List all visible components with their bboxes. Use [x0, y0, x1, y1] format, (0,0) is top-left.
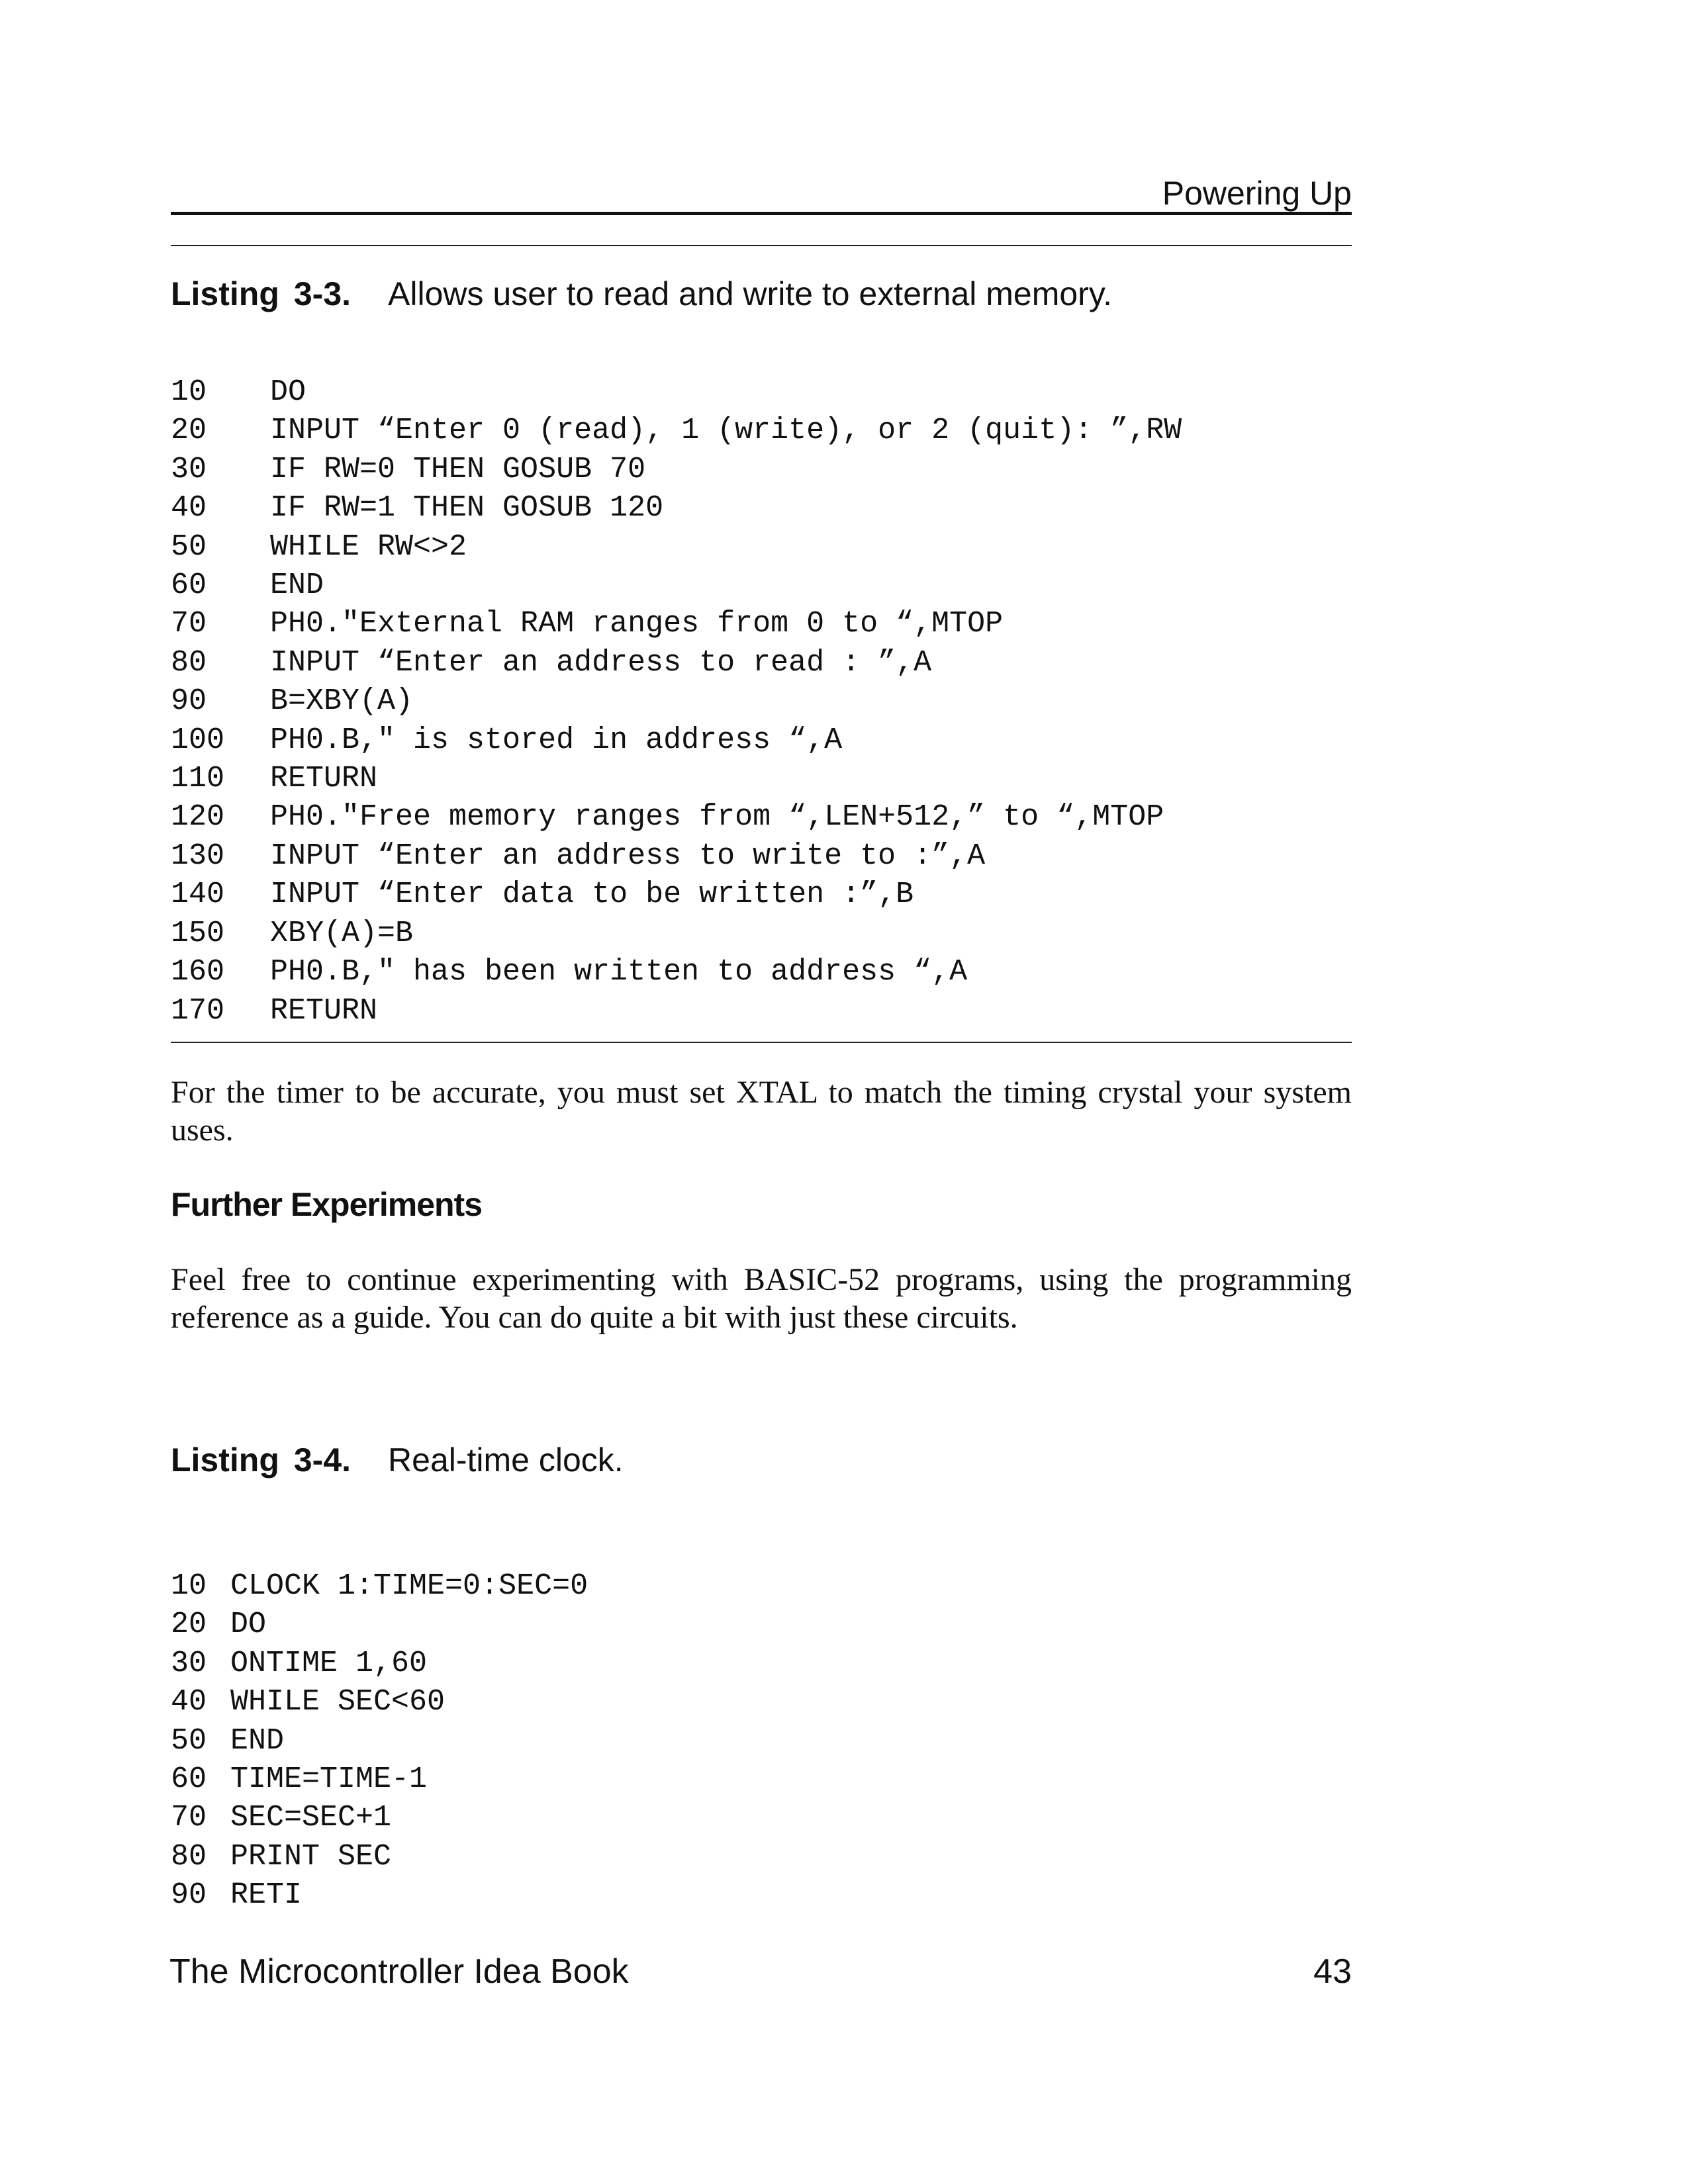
- line-number: 10: [171, 1569, 207, 1603]
- header-rule: [171, 212, 1352, 215]
- listing-number: 3-4.: [293, 1441, 352, 1479]
- code-line: [171, 992, 1182, 1030]
- body-paragraph-experiments: Feel free to continue experimenting with BASIC-52 programs, using the programming reference as a guide. You can do quite a bit with just these circuits.: [171, 1262, 1352, 1335]
- code-line: [171, 953, 1182, 991]
- code-line: [171, 1760, 588, 1799]
- line-number: 80: [171, 645, 207, 680]
- code-statement: CLOCK 1:TIME=0:SEC=0: [230, 1569, 588, 1603]
- line-number: 20: [171, 1608, 207, 1642]
- code-line: [171, 721, 1182, 760]
- code-statement: INPUT “Enter an address to read : ”,A: [270, 645, 932, 680]
- code-statement: IF RW=0 THEN GOSUB 70: [270, 452, 646, 486]
- code-statement: XBY(A)=B: [270, 916, 414, 950]
- code-line: [171, 798, 1182, 837]
- line-number: 10: [171, 375, 207, 409]
- footer-book-title: The Microcontroller Idea Book: [169, 1952, 629, 1991]
- listing-label: Listing: [171, 275, 279, 312]
- line-number: 130: [171, 839, 225, 873]
- code-statement: PH0."Free memory ranges from “,LEN+512,” to “,MTOP: [270, 800, 1164, 835]
- code-statement: INPUT “Enter an address to write to :”,A: [270, 839, 986, 873]
- listing-bottom-rule: [171, 1042, 1352, 1043]
- line-number: 30: [171, 452, 207, 486]
- line-number: 40: [171, 491, 207, 525]
- line-number: 60: [171, 1762, 207, 1797]
- code-statement: PH0.B," is stored in address “,A: [270, 723, 843, 757]
- listing-caption-text: Allows user to read and write to external memory.: [388, 275, 1113, 312]
- code-statement: WHILE SEC<60: [230, 1685, 445, 1719]
- code-statement: B=XBY(A): [270, 684, 414, 719]
- line-number: 100: [171, 723, 225, 757]
- code-statement: WHILE RW<>2: [270, 529, 467, 564]
- line-number: 50: [171, 529, 207, 564]
- listing-label: Listing: [171, 1441, 279, 1479]
- code-statement: TIME=TIME-1: [230, 1762, 428, 1797]
- listing-top-rule: [171, 245, 1352, 246]
- code-line: [171, 1606, 588, 1644]
- code-statement: IF RW=1 THEN GOSUB 120: [270, 491, 664, 525]
- line-number: 90: [171, 1878, 207, 1913]
- line-number: 80: [171, 1839, 207, 1874]
- code-line: [171, 837, 1182, 876]
- line-number: 70: [171, 1801, 207, 1835]
- listing-caption-text: Real-time clock.: [388, 1441, 624, 1479]
- code-line: [171, 1567, 588, 1606]
- code-line: [171, 1722, 588, 1760]
- code-statement: DO: [270, 375, 306, 409]
- line-number: 90: [171, 684, 207, 719]
- code-line: [171, 1683, 588, 1721]
- code-line: [171, 1838, 588, 1876]
- code-line: [171, 528, 1182, 567]
- line-number: 30: [171, 1646, 207, 1680]
- line-number: 40: [171, 1685, 207, 1719]
- listing-3-3-caption: [171, 274, 1112, 314]
- code-line: [171, 644, 1182, 682]
- listing-number: 3-3.: [293, 275, 352, 312]
- code-statement: PH0.B," has been written to address “,A: [270, 955, 968, 989]
- code-statement: RETURN: [270, 762, 378, 796]
- line-number: 170: [171, 993, 225, 1028]
- line-number: 160: [171, 955, 225, 989]
- line-number: 20: [171, 414, 207, 448]
- section-heading: Further Experiments: [171, 1186, 483, 1223]
- code-statement: ONTIME 1,60: [230, 1646, 428, 1680]
- code-statement: INPUT “Enter data to be written :”,B: [270, 878, 914, 912]
- code-line: [171, 1645, 588, 1683]
- code-line: [171, 567, 1182, 605]
- code-line: [171, 760, 1182, 798]
- code-line: [171, 373, 1182, 412]
- line-number: 50: [171, 1723, 207, 1758]
- code-line: [171, 1876, 588, 1915]
- line-number: 120: [171, 800, 225, 835]
- line-number: 140: [171, 878, 225, 912]
- code-statement: PH0."External RAM ranges from 0 to “,MTOP: [270, 607, 1004, 641]
- code-line: [171, 412, 1182, 450]
- line-number: 150: [171, 916, 225, 950]
- code-statement: PRINT SEC: [230, 1839, 392, 1874]
- body-paragraph-timer: For the timer to be accurate, you must set XTAL to match the timing crystal your system uses.: [171, 1075, 1352, 1148]
- code-line: [171, 915, 1182, 953]
- code-statement: END: [270, 569, 324, 603]
- code-statement: RETI: [230, 1878, 303, 1913]
- code-line: [171, 489, 1182, 527]
- code-statement: DO: [230, 1608, 267, 1642]
- listing-3-4-code: [171, 1567, 588, 1915]
- code-line: [171, 1799, 588, 1837]
- code-line: [171, 451, 1182, 489]
- listing-3-3-code: [171, 373, 1182, 1030]
- code-statement: RETURN: [270, 993, 378, 1028]
- line-number: 70: [171, 607, 207, 641]
- code-statement: SEC=SEC+1: [230, 1801, 392, 1835]
- code-statement: END: [230, 1723, 285, 1758]
- code-statement: INPUT “Enter 0 (read), 1 (write), or 2 (quit): ”,RW: [270, 414, 1182, 448]
- line-number: 60: [171, 569, 207, 603]
- listing-3-4-caption: [171, 1440, 624, 1480]
- code-line: [171, 682, 1182, 721]
- code-line: [171, 605, 1182, 643]
- running-head: Powering Up: [1162, 175, 1352, 212]
- page-number: 43: [1313, 1952, 1352, 1991]
- line-number: 110: [171, 762, 225, 796]
- code-line: [171, 876, 1182, 914]
